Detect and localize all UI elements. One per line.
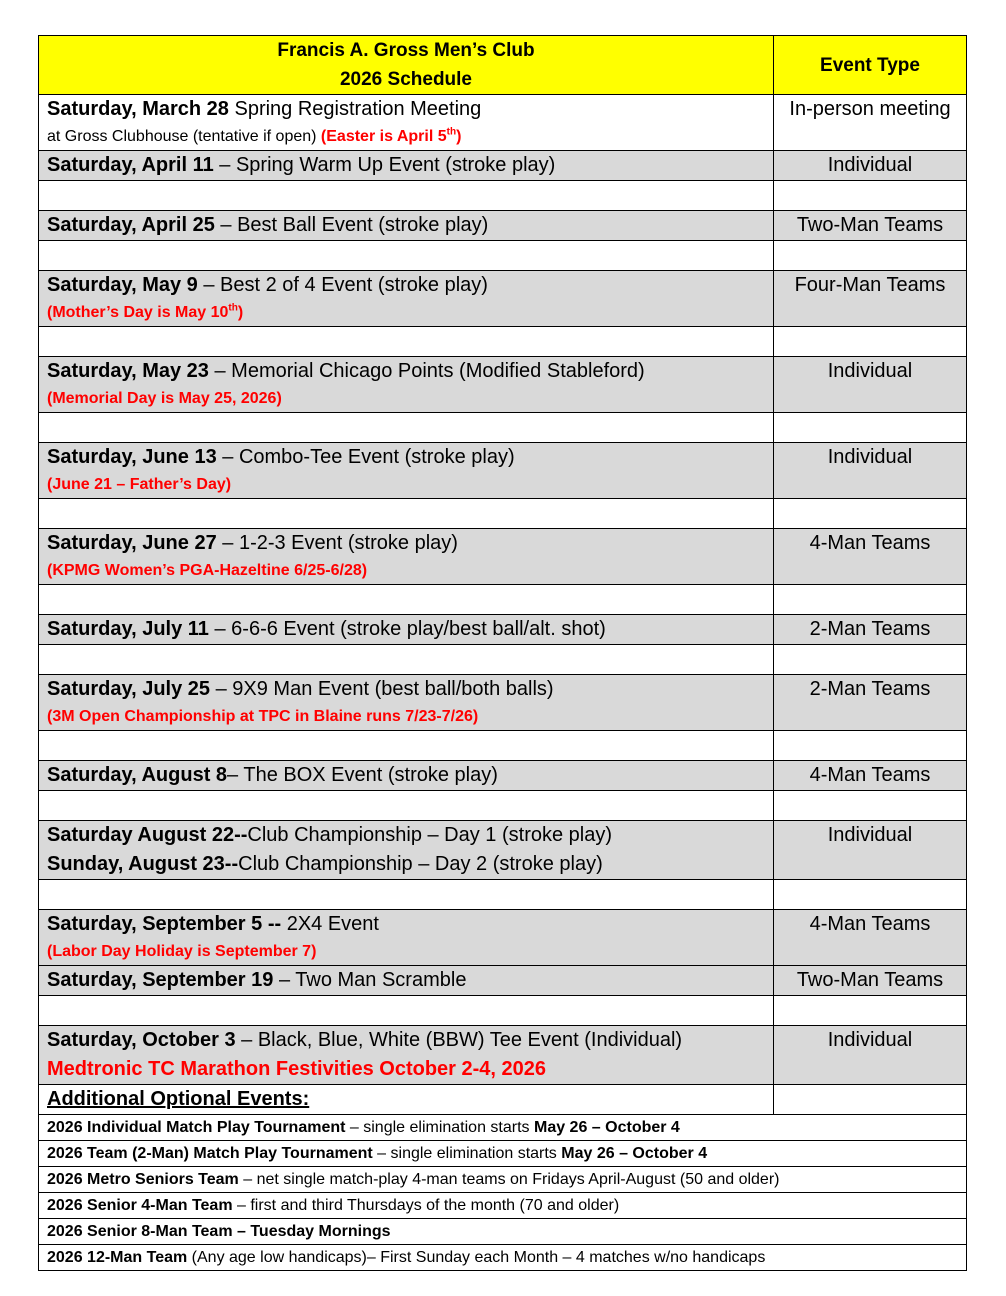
additional-heading: Additional Optional Events:	[47, 1088, 310, 1110]
event-location: at Gross Clubhouse (tentative if open)	[47, 128, 321, 145]
optional-event-row	[39, 1219, 967, 1245]
event-date: Saturday, May 9	[47, 274, 198, 296]
event-type: Four-Man Teams	[774, 271, 967, 327]
event-type-header: Event Type	[774, 36, 967, 95]
event-desc: – Two Man Scramble	[273, 969, 467, 991]
optional-event-dates: May 26 – October 4	[533, 1119, 680, 1136]
event-type: Individual	[774, 151, 967, 181]
event-note: (KPMG Women’s PGA-Hazeltine 6/25-6/28)	[47, 562, 368, 579]
event-type: 4-Man Teams	[774, 910, 967, 966]
spacer-row	[39, 327, 967, 357]
event-note: (3M Open Championship at TPC in Blaine runs 7/23-7/26)	[47, 708, 479, 725]
event-desc: – 1-2-3 Event (stroke play)	[216, 532, 458, 554]
event-note: Medtronic TC Marathon Festivities October 2-4, 2026	[47, 1058, 547, 1080]
event-desc: – Best 2 of 4 Event (stroke play)	[197, 274, 488, 296]
optional-event-desc: – net single match-play 4-man teams on Fridays April-August (50 and older)	[238, 1171, 780, 1188]
event-date: Saturday, September 5 --	[47, 913, 282, 935]
optional-event-row	[39, 1193, 967, 1219]
event-date: Saturday, March 28	[47, 98, 229, 120]
event-type: Individual	[774, 443, 967, 499]
event-date: Saturday, June 13	[47, 446, 217, 468]
spacer-row	[39, 241, 967, 271]
event-date: Saturday, September 19	[47, 969, 274, 991]
event-row	[39, 910, 967, 966]
event-note: Easter is April 5	[326, 128, 447, 145]
event-type: In-person meeting	[774, 95, 967, 151]
event-type: Two-Man Teams	[774, 211, 967, 241]
event-type: Individual	[774, 357, 967, 413]
schedule-table	[38, 35, 967, 1271]
spacer-row	[39, 413, 967, 443]
event-row	[39, 357, 967, 413]
optional-event-title: 2026 Senior 8-Man Team – Tuesday Mornings	[47, 1223, 391, 1240]
event-row	[39, 151, 967, 181]
spacer-row	[39, 791, 967, 821]
spacer-row	[39, 181, 967, 211]
event-desc: – 6-6-6 Event (stroke play/best ball/alt. shot)	[208, 618, 606, 640]
optional-event-desc: (Any age low handicaps)– First Sunday each Month – 4 matches w/no handicaps	[187, 1249, 766, 1266]
event-type: Individual	[774, 821, 967, 880]
optional-event-title: 2026 Metro Seniors Team	[47, 1171, 239, 1188]
optional-event-desc: – first and third Thursdays of the month (70 and older)	[232, 1197, 620, 1214]
event-date: Saturday, June 27	[47, 532, 217, 554]
event-date-2: Sunday, August 23--	[47, 853, 239, 875]
title-line-2: 2026 Schedule	[339, 69, 473, 90]
event-desc: – The BOX Event (stroke play)	[227, 764, 498, 786]
event-row	[39, 211, 967, 241]
event-date: Saturday August 22--	[47, 824, 248, 846]
event-date: Saturday, April 25	[47, 214, 215, 236]
event-row	[39, 675, 967, 731]
spacer-row	[39, 996, 967, 1026]
event-row	[39, 761, 967, 791]
optional-event-desc: – single elimination starts	[372, 1145, 562, 1162]
optional-event-title: 2026 Team (2-Man) Match Play Tournament	[47, 1145, 373, 1162]
event-desc: – Spring Warm Up Event (stroke play)	[213, 154, 556, 176]
event-desc: Spring Registration Meeting	[228, 98, 482, 120]
event-row	[39, 443, 967, 499]
event-date: Saturday, May 23	[47, 360, 209, 382]
event-date: Saturday, April 11	[47, 154, 214, 176]
optional-event-title: 2026 12-Man Team	[47, 1249, 188, 1266]
event-type: Two-Man Teams	[774, 966, 967, 996]
event-date: Saturday, October 3	[47, 1029, 236, 1051]
additional-heading-row	[39, 1085, 967, 1115]
spacer-row	[39, 499, 967, 529]
schedule-title	[39, 36, 774, 95]
event-row	[39, 529, 967, 585]
event-desc: – Combo-Tee Event (stroke play)	[216, 446, 515, 468]
header-row	[39, 36, 967, 95]
event-type: Individual	[774, 1026, 967, 1085]
event-note: (Mother’s Day is May 10	[47, 304, 229, 321]
optional-event-title: 2026 Individual Match Play Tournament	[47, 1119, 346, 1136]
event-note: (Memorial Day is May 25, 2026)	[47, 390, 282, 407]
event-desc: – 9X9 Man Event (best ball/both balls)	[210, 678, 554, 700]
event-row: Saturday, March 28 Spring Registration Meeting at Gross Clubhouse (tentative if open) (Easter is April 5th) In-person meeting	[39, 95, 967, 151]
optional-event-row	[39, 1115, 967, 1141]
event-note: (June 21 – Father’s Day)	[47, 476, 232, 493]
event-row	[39, 821, 967, 880]
spacer-row	[39, 645, 967, 675]
event-type: 2-Man Teams	[774, 615, 967, 645]
event-date: Saturday, August 8	[47, 764, 228, 786]
event-desc: – Memorial Chicago Points (Modified Stableford)	[208, 360, 645, 382]
event-type: 4-Man Teams	[774, 761, 967, 791]
spacer-row	[39, 880, 967, 910]
event-note: (Labor Day Holiday is September 7)	[47, 943, 317, 960]
optional-event-dates: May 26 – October 4	[561, 1145, 708, 1162]
optional-event-title: 2026 Senior 4-Man Team	[47, 1197, 233, 1214]
event-row: Saturday, May 9 – Best 2 of 4 Event (stroke play) (Mother’s Day is May 10th) Four-Man Teams	[39, 271, 967, 327]
event-type: 2-Man Teams	[774, 675, 967, 731]
event-desc: 2X4 Event	[281, 913, 379, 935]
event-type: 4-Man Teams	[774, 529, 967, 585]
optional-event-desc: – single elimination starts	[345, 1119, 534, 1136]
event-desc: – Best Ball Event (stroke play)	[214, 214, 489, 236]
event-row	[39, 1026, 967, 1085]
event-date: Saturday, July 11	[47, 618, 209, 640]
event-date: Saturday, July 25	[47, 678, 211, 700]
title-line-1: Francis A. Gross Men’s Club	[277, 40, 535, 61]
event-row	[39, 966, 967, 996]
spacer-row	[39, 585, 967, 615]
optional-event-row	[39, 1245, 967, 1271]
event-row	[39, 615, 967, 645]
optional-event-row	[39, 1141, 967, 1167]
optional-event-row	[39, 1167, 967, 1193]
event-desc: Club Championship – Day 1 (stroke play)	[247, 824, 613, 846]
event-desc: – Black, Blue, White (BBW) Tee Event (Individual)	[235, 1029, 683, 1051]
event-desc-2: Club Championship – Day 2 (stroke play)	[238, 853, 603, 875]
spacer-row	[39, 731, 967, 761]
